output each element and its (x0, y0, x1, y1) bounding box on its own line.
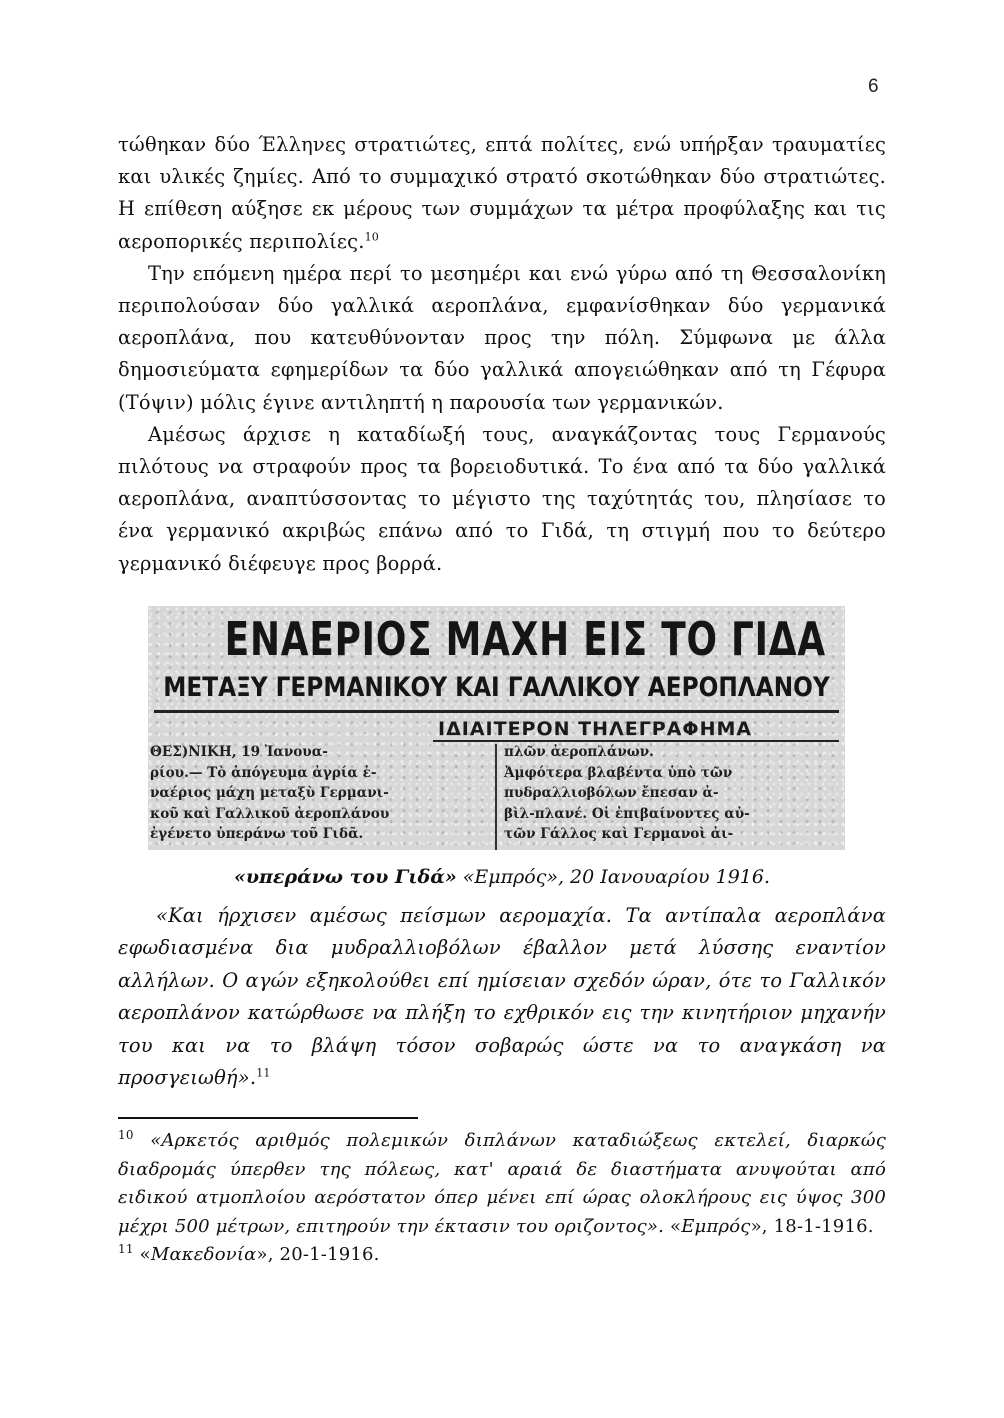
footnote-text: «Αρκετός αριθμός πολεμικών διπλάνων καταδιώξεως εκτελεί, διαρκώς διαδρομάς ύπερθεν της πόλεως, κατ' αραιά δε διαστήματα ανυψούται από ειδικού ατμοπλοίου αερόστατον όπερ μένει επί ώρας ολοκλήρους εις ύψος 300 μέχρι 500 μέτρων, επιτηρούν την έκτασιν του οριζοντος». (118, 1130, 886, 1237)
paragraph-2: Την επόμενη ημέρα περί το μεσημέρι και ενώ γύρω από τη Θεσσαλονίκη περιπολούσαν δύο γαλλικά αεροπλάνα, εμφανίσθηκαν δύο γερμανικά αεροπλάνα, που κατευθύνονταν προς την πόλη. Σύμφωνα με άλλα δημοσιεύματα εφημερίδων τα δύο γαλλικά απογειώθηκαν από τη Γέφυρα (Τόψιν) μόλις έγινε αντιληπτή η παρουσία των γερμανικών. (118, 261, 886, 414)
clipping-rule (154, 710, 839, 713)
clipping-line: πλῶν ἀεροπλάνων. (504, 744, 654, 760)
clipping-line: ἐγένετο ὑπεράνω τοῦ Γιδᾶ. (150, 826, 364, 842)
caption-bold: «υπεράνω του Γιδά» (233, 866, 457, 888)
footnote-source-prefix: « (664, 1215, 682, 1237)
clipping-kicker: ΙΔΙΑΙΤΕΡΟΝ ΤΗΛΕΓΡΑΦΗΜΑ (438, 718, 753, 740)
footnote-number: 10 (118, 1128, 134, 1142)
clipping-line: Ἀμφότερα βλαβέντα ὑπὸ τῶν (504, 764, 733, 781)
clipping-column-divider (495, 744, 497, 850)
footnote-source: Μακεδονία (150, 1244, 257, 1265)
footnote-number: 11 (118, 1242, 134, 1256)
footnote-10 (118, 1127, 886, 1241)
paragraph-1 (118, 129, 886, 258)
footnote-11 (118, 1241, 886, 1270)
clipping-line: ΘΕΣ)ΝΙΚΗ, 19 Ἰανουα- (150, 744, 328, 760)
paragraph-1-text: τώθηκαν δύο Έλληνες στρατιώτες, επτά πολίτες, ενώ υπήρξαν τραυματίες και υλικές ζημίες. Από το συμμαχικό στρατό σκοτώθηκαν δύο στρατιώτες. Η επίθεση αύξησε εκ μέρους των συμμάχων τα μέτρα προφύλαξης και τις αεροπορικές περιπολίες. (118, 133, 886, 253)
footnote-source-suffix: », 20-1-1916. (256, 1244, 380, 1265)
clipping-headline: ΕΝΑΕΡΙΟΣ ΜΑΧΗ ΕΙΣ ΤΟ ΓΙΔΑ (224, 612, 826, 666)
footnote-source-suffix: », 18-1-1916. (750, 1215, 874, 1237)
footnote-source-prefix: « (139, 1244, 151, 1265)
footnote-separator (118, 1117, 418, 1119)
clipping-column-left (150, 742, 490, 845)
caption-rest: «Εμπρός», 20 Ιανουαρίου 1916. (456, 866, 771, 888)
figure-caption (0, 866, 1004, 888)
footnote-source: Εμπρός (681, 1215, 751, 1237)
clipping-line: βὶλ-πλανέ. Οἱ ἐπιβαίνοντες αὐ- (504, 805, 750, 822)
clipping-column-right (504, 742, 839, 845)
clipping-subheadline: ΜΕΤΑΞΥ ΓΕΡΜΑΝΙΚΟΥ ΚΑΙ ΓΑΛΛΙΚΟΥ ΑΕΡΟΠΛΑΝΟΥ (163, 672, 830, 703)
clipping-line: ναέριος μάχη μεταξὺ Γερμανι- (150, 785, 389, 801)
article-body (118, 129, 886, 580)
footnotes (118, 1127, 886, 1270)
clipping-line: ρίου.— Τὸ ἀπόγευμα ἀγρία ἐ- (150, 764, 377, 781)
paragraph-3: Αμέσως άρχισε η καταδίωξή τους, αναγκάζοντας τους Γερμανούς πιλότους να στραφούν προς τα βορειοδυτικά. Το ένα από τα δύο γαλλικά αεροπλάνα, αναπτύσσοντας το μέγιστο της ταχύτητάς του, πλησίασε το ένα γερμανικό ακριβώς επάνω από το Γιδά, τη στιγμή που το δεύτερο γερμανικό διέφευγε προς βορρά. (118, 422, 886, 575)
clipping-line: πυδραλλιοβόλων ἔπεσαν ἀ- (504, 785, 719, 801)
page-number: 6 (868, 76, 879, 97)
clipping-line: τῶν Γάλλος καὶ Γερμανοὶ ἀι- (504, 826, 734, 842)
clipping-line: κοῦ καὶ Γαλλικοῦ ἀεροπλάνου (150, 805, 390, 822)
block-quote (118, 900, 886, 1094)
footnote-ref-11[interactable]: 11 (256, 1066, 271, 1080)
newspaper-clipping (148, 606, 845, 850)
footnote-ref-10[interactable]: 10 (364, 230, 380, 244)
quote-text: «Και ήρχισεν αμέσως πείσμων αερομαχία. Τα αντίπαλα αεροπλάνα εφωδιασμένα δια μυδραλλιοβόλων έβαλλον μετά λύσσης εναντίον αλλήλων. Ο αγών εξηκολούθει επί ημίσειαν σχεδόν ώραν, ότε το Γαλλικόν αεροπλάνον κατώρθωσε να πλήξη το εχθρικόν εις την κινητήριον μηχανήν του και να το βλάψη τόσον σοβαρώς ώστε να το αναγκάση να προσγειωθή». (118, 904, 886, 1090)
